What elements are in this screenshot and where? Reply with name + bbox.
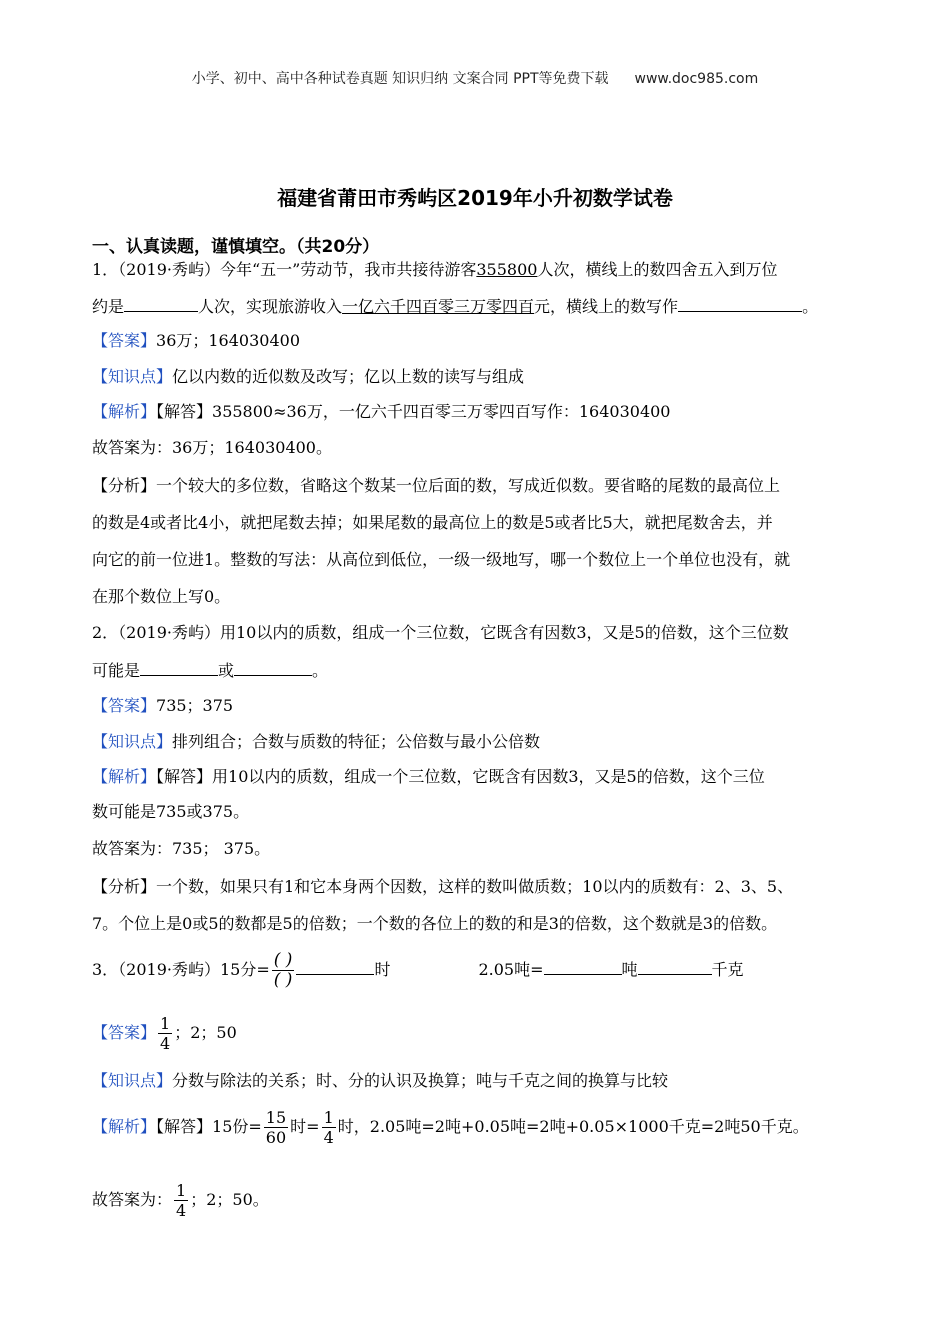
q2-conclusion: 故答案为：735； 375。 — [92, 839, 271, 858]
q1-analysis: 【解析】【解答】355800≈36万，一亿六千四百零三万零四百写作：164030400 — [92, 402, 671, 421]
section-heading: 一、认真读题，谨慎填空。（共20分） — [92, 237, 380, 257]
q1-line1: 1．（2019·秀屿）今年“五一”劳动节，我市共接待游客355800人次，横线上的数四舍五入到万位 — [92, 260, 778, 279]
q3-blank-fraction[interactable]: $\frac{( )}{( )}$ — [273, 950, 293, 990]
q2-fenxi-1: 【分析】一个数，如果只有1和它本身两个因数，这样的数叫做质数；10以内的质数有：2、3、5、 — [92, 877, 794, 896]
q1-fenxi-4: 在那个数位上写0。 — [92, 587, 231, 606]
q3-line1: 3．（2019·秀屿）15分= $\frac{( )}{( )}$ 时 2.05吨= 吨 千克 — [92, 950, 744, 990]
header-site: www.doc985.com — [634, 71, 759, 87]
q1-underlined-text: 一亿六千四百零三万零四百 — [342, 297, 535, 316]
q3-conclusion: 故答案为： $\frac{1}{4}$ ；2；50。 — [92, 1181, 269, 1220]
q3-blank-3[interactable] — [638, 958, 712, 975]
q3-answer-fraction: $\frac{1}{4}$ — [160, 1014, 171, 1053]
q1-conclusion: 故答案为：36万；164030400。 — [92, 438, 332, 457]
q2-analysis: 【解析】【解答】用10以内的质数，组成一个三位数，它既含有因数3，又是5的倍数，这个三位 — [92, 767, 765, 786]
q3-blank-2[interactable] — [544, 958, 622, 975]
q3-answer: 【答案】 $\frac{1}{4}$ ；2；50 — [92, 1014, 237, 1053]
q1-blank-2[interactable] — [678, 295, 802, 312]
q3-conclusion-fraction: $\frac{1}{4}$ — [176, 1181, 187, 1220]
q1-fenxi-1: 【分析】一个较大的多位数，省略这个数某一位后面的数，写成近似数。要省略的尾数的最高位上 — [92, 476, 781, 495]
q3-analysis: 【解析】【解答】15份= $\frac{15}{60}$ 时= $\frac{1}{4}$ 时，2.05吨=2吨+0.05吨=2吨+0.05×1000千克=2吨50千克。 — [92, 1108, 809, 1147]
q1-underlined-number: 355800 — [476, 260, 538, 279]
q2-blank-1[interactable] — [140, 659, 218, 676]
q2-blank-2[interactable] — [234, 659, 312, 676]
q1-answer: 【答案】36万；164030400 — [92, 331, 300, 350]
q1-blank-1[interactable] — [124, 295, 198, 312]
q1-knowledge: 【知识点】亿以内数的近似数及改写；亿以上数的读写与组成 — [92, 367, 525, 386]
q1-line2: 约是 人次，实现旅游收入一亿六千四百零三万零四百元，横线上的数写作 。 — [92, 297, 819, 316]
q1-fenxi-2: 的数是4或者比4小，就把尾数去掉；如果尾数的最高位上的数是5或者比5大，就把尾数舍去，并 — [92, 513, 773, 532]
q3-fraction-1-4: $\frac{1}{4}$ — [323, 1108, 334, 1147]
q2-line1: 2．（2019·秀屿）用10以内的质数，组成一个三位数，它既含有因数3，又是5的倍数，这个三位数 — [92, 623, 789, 642]
q2-knowledge: 【知识点】排列组合；合数与质数的特征；公倍数与最小公倍数 — [92, 732, 541, 751]
q3-fraction-15-60: $\frac{15}{60}$ — [265, 1108, 287, 1147]
page-header — [0, 68, 950, 88]
q2-answer: 【答案】735；375 — [92, 696, 234, 715]
q2-line2: 可能是 或 。 — [92, 661, 329, 680]
q1-fenxi-3: 向它的前一位进1。整数的写法：从高位到低位，一级一级地写，哪一个数位上一个单位也没有，就 — [92, 550, 791, 569]
q2-fenxi-2: 7。个位上是0或5的数都是5的倍数；一个数的各位上的数的和是3的倍数，这个数就是3的倍数。 — [92, 914, 778, 933]
q2-analysis-cont: 数可能是735或375。 — [92, 802, 250, 821]
q3-blank-1[interactable] — [296, 958, 374, 975]
q3-knowledge: 【知识点】分数与除法的关系；时、分的认识及换算；吨与千克之间的换算与比较 — [92, 1071, 669, 1090]
header-text: 小学、初中、高中各种试卷真题 知识归纳 文案合同 PPT等免费下载 — [191, 71, 609, 87]
page-title: 福建省莆田市秀屿区2019年小升初数学试卷 — [277, 186, 673, 210]
